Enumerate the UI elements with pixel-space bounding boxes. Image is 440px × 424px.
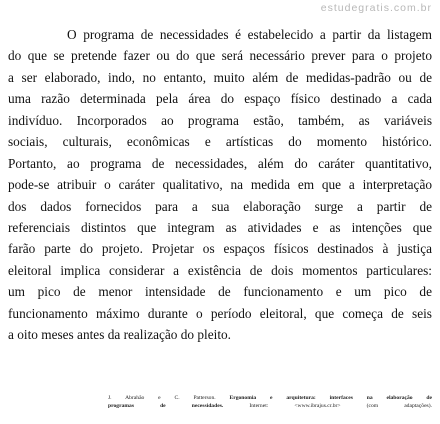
paragraph-line: funcionamento máximo durante o período eleitoral, que começa de seis xyxy=(8,305,432,321)
paragraph xyxy=(8,24,432,346)
site-watermark: estudegratis.com.br xyxy=(320,2,432,14)
paragraph-line: a oito meses antes da realização do pleito. xyxy=(8,327,232,343)
paragraph-line: uma razão determinada pela área do espaço físico destinado a cada xyxy=(8,91,432,107)
paragraph-line: dos dados fornecidos para a sua elaboração surge a partir de xyxy=(8,198,432,214)
citation-line xyxy=(108,394,432,402)
paragraph-line: indivíduo. Incorporados ao programa estão, também, as variáveis xyxy=(8,112,432,128)
paragraph-line: do que se pretende fazer ou do que será necessário prever para o projeto xyxy=(8,48,432,64)
citation-line xyxy=(108,402,432,410)
citation-source: Internet: <www.ibrajus.cr.br> (com adaptações). xyxy=(249,403,432,409)
citation-title-cont: programas de necessidades. xyxy=(108,403,224,409)
paragraph-line: a ser elaborado, indo, no entanto, muito além de medidas-padrão ou de xyxy=(8,69,432,85)
paragraph-line: eleitoral implica considerar a existência de dois momentos particulares: xyxy=(8,262,432,278)
paragraph-line: referenciais distintos que integram as atividades e as intenções que xyxy=(8,219,432,235)
paragraph-line: sociais, culturais, econômicas e artísticas do momento histórico. xyxy=(8,134,432,150)
citation-title: Ergonomia e arquitetura: interfaces na elaboração de xyxy=(229,395,432,401)
paragraph-line: O programa de necessidades é estabelecido a partir da listagem xyxy=(67,27,432,42)
paragraph-line: pode-se atribuir o caráter qualitativo, na medida em que a interpretação xyxy=(8,177,432,193)
citation xyxy=(108,394,432,410)
paragraph-line: Portanto, ao programa de necessidades, além do caráter quantitativo, xyxy=(8,155,432,171)
paragraph-line: farão parte do projeto. Projetar os espaços físicos destinados à justiça xyxy=(8,241,432,257)
paragraph-line: um pico de menor intensidade de funcionamento e um pico de xyxy=(8,284,432,300)
citation-authors: J. Abrahão e C. Patterson. xyxy=(108,395,216,401)
